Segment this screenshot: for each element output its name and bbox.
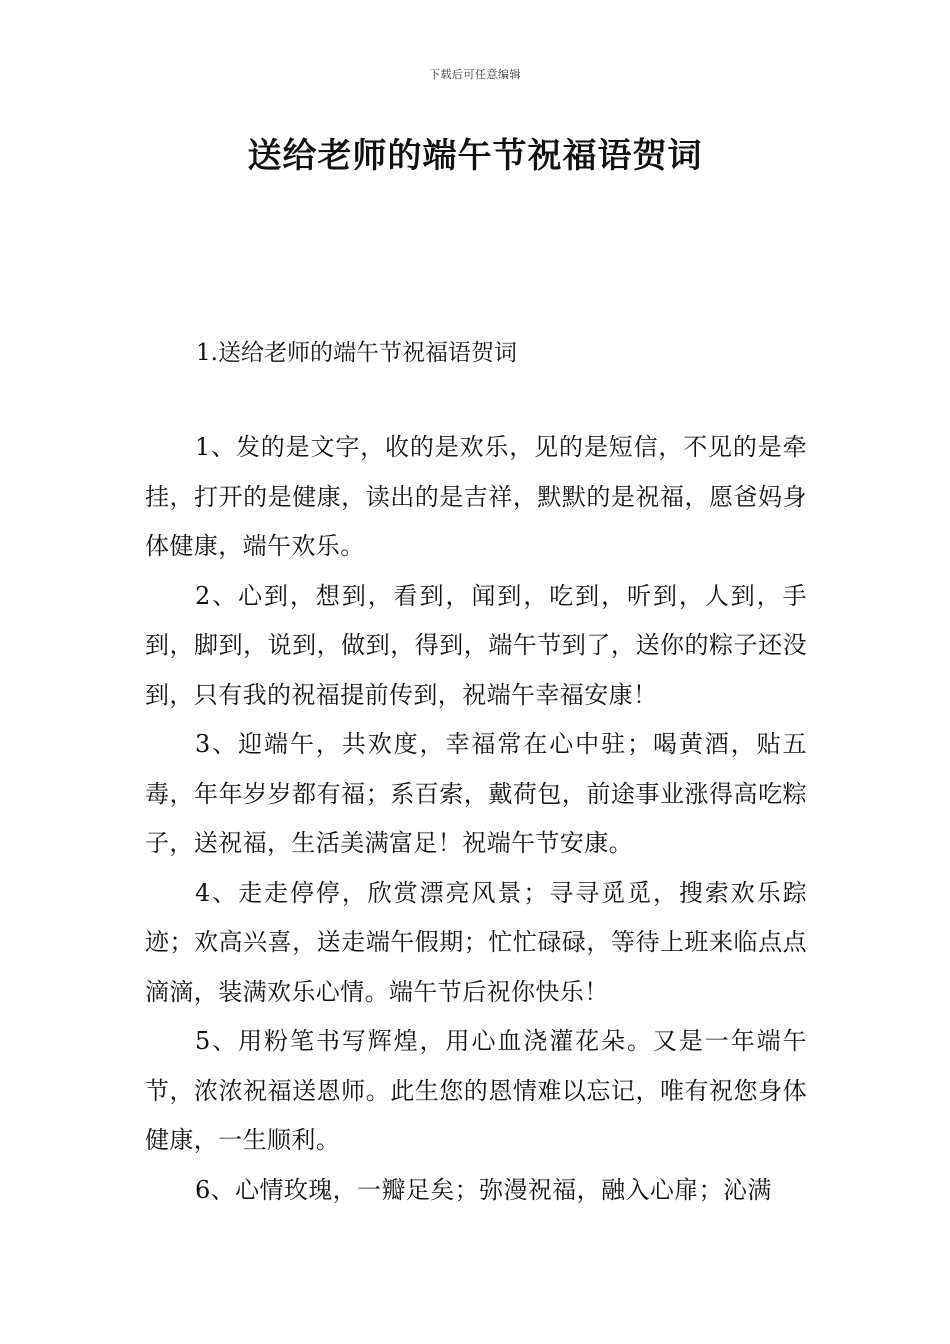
paragraph-2: 2、心到，想到，看到，闻到，吃到，听到，人到，手到，脚到，说到，做到，得到，端午节到了，送你的粽子还没到，只有我的祝福提前传到，祝端午幸福安康！ xyxy=(145,581,807,709)
paragraph-3: 3、迎端午，共欢度，幸福常在心中驻；喝黄酒，贴五毒，年年岁岁都有福；系百索，戴荷包，前途事业涨得高吃粽子，送祝福，生活美满富足！祝端午节安康。 xyxy=(145,730,807,857)
paragraph-6: 6、心情玫瑰，一瓣足矣；弥漫祝福，融入心扉；沁满 xyxy=(195,1175,772,1204)
section-heading: 1.送给老师的端午节祝福语贺词 xyxy=(196,340,517,366)
paragraph-4: 4、走走停停，欣赏漂亮风景；寻寻觅觅，搜索欢乐踪迹；欢高兴喜，送走端午假期；忙忙碌碌，等待上班来临点点滴滴，装满欢乐心情。端午节后祝你快乐！ xyxy=(145,878,807,1006)
body-text xyxy=(145,423,807,1215)
document-title: 送给老师的端午节祝福语贺词 xyxy=(247,136,703,176)
paragraph-1: 1、发的是文字，收的是欢乐，见的是短信，不见的是牵挂，打开的是健康，读出的是吉祥，默默的是祝福，愿爸妈身体健康，端午欢乐。 xyxy=(145,433,807,560)
paragraph-5: 5、用粉笔书写辉煌，用心血浇灌花朵。又是一年端午节，浓浓祝福送恩师。此生您的恩情难以忘记，唯有祝您身体健康，一生顺利。 xyxy=(145,1027,807,1154)
header-note: 下载后可任意编辑 xyxy=(429,68,521,81)
